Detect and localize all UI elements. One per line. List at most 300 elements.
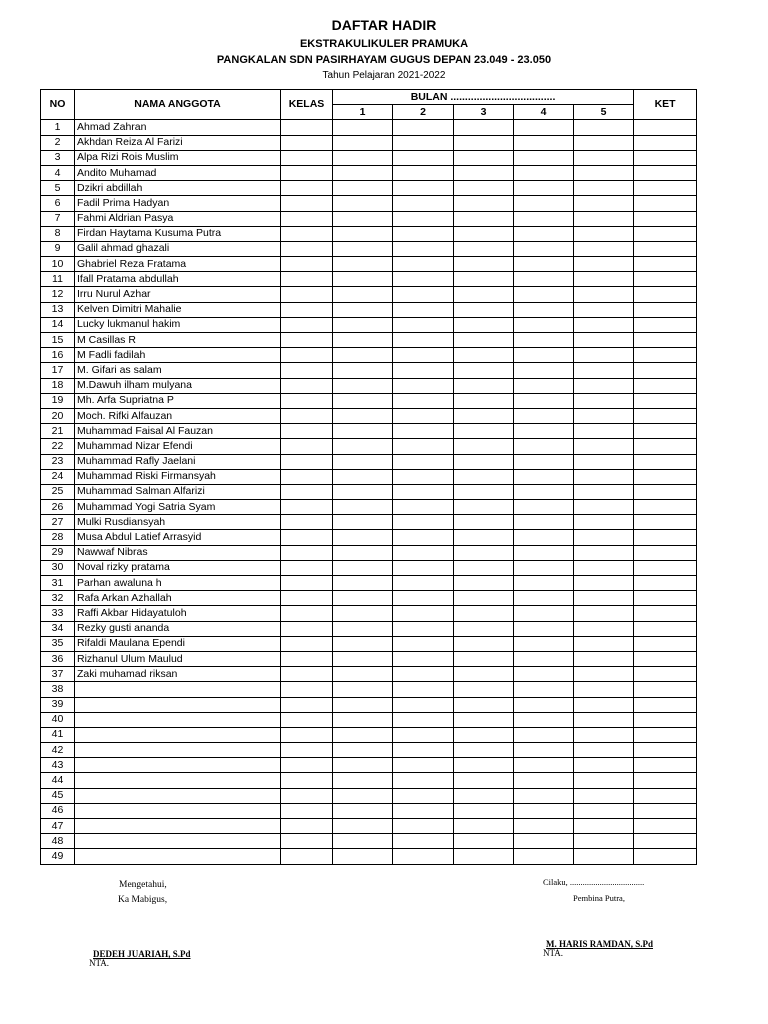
member-name: Akhdan Reiza Al Farizi (75, 135, 281, 150)
week-cell (514, 743, 574, 758)
week-cell (454, 439, 514, 454)
week-cell (393, 621, 454, 636)
week-cell (333, 226, 393, 241)
week-cell (574, 651, 634, 666)
week-cell (454, 819, 514, 834)
member-name (75, 743, 281, 758)
kelas-cell (281, 363, 333, 378)
row-number: 11 (41, 272, 75, 287)
row-number: 18 (41, 378, 75, 393)
week-cell (454, 378, 514, 393)
table-row (41, 181, 697, 196)
week-cell (333, 120, 393, 135)
week-cell (574, 424, 634, 439)
week-cell (574, 439, 634, 454)
member-name: Fahmi Aldrian Pasya (75, 211, 281, 226)
sign-right-name: M. HARIS RAMDAN, S.Pd (546, 939, 654, 949)
member-name (75, 758, 281, 773)
row-number: 33 (41, 606, 75, 621)
week-cell (333, 697, 393, 712)
row-number: 6 (41, 196, 75, 211)
week-cell (514, 545, 574, 560)
week-cell (393, 211, 454, 226)
member-name: Muhammad Yogi Satria Syam (75, 500, 281, 515)
week-cell (454, 773, 514, 788)
row-number: 44 (41, 773, 75, 788)
week-cell (393, 560, 454, 575)
ket-cell (634, 515, 697, 530)
member-name (75, 788, 281, 803)
week-cell (514, 241, 574, 256)
ket-cell (634, 150, 697, 165)
header-week: 3 (454, 105, 514, 120)
week-cell (333, 287, 393, 302)
week-cell (514, 317, 574, 332)
row-number: 38 (41, 682, 75, 697)
kelas-cell (281, 560, 333, 575)
row-number: 9 (41, 241, 75, 256)
kelas-cell (281, 758, 333, 773)
row-number: 41 (41, 727, 75, 742)
week-cell (454, 408, 514, 423)
week-cell (333, 560, 393, 575)
kelas-cell (281, 408, 333, 423)
week-cell (514, 591, 574, 606)
week-cell (454, 226, 514, 241)
member-name: Fadil Prima Hadyan (75, 196, 281, 211)
ket-cell (634, 530, 697, 545)
ket-cell (634, 317, 697, 332)
member-name: Ifall Pratama abdullah (75, 272, 281, 287)
week-cell (454, 317, 514, 332)
week-cell (393, 849, 454, 864)
kelas-cell (281, 849, 333, 864)
row-number: 45 (41, 788, 75, 803)
week-cell (514, 651, 574, 666)
row-number: 46 (41, 803, 75, 818)
week-cell (333, 727, 393, 742)
week-cell (454, 849, 514, 864)
kelas-cell (281, 333, 333, 348)
week-cell (333, 773, 393, 788)
week-cell (393, 165, 454, 180)
ket-cell (634, 454, 697, 469)
week-cell (393, 454, 454, 469)
table-row (41, 348, 697, 363)
week-cell (333, 424, 393, 439)
header-no: NO (41, 90, 75, 120)
table-row (41, 697, 697, 712)
week-cell (514, 302, 574, 317)
ket-cell (634, 257, 697, 272)
week-cell (454, 181, 514, 196)
week-cell (393, 363, 454, 378)
kelas-cell (281, 636, 333, 651)
kelas-cell (281, 165, 333, 180)
week-cell (393, 773, 454, 788)
week-cell (574, 530, 634, 545)
row-number: 20 (41, 408, 75, 423)
ket-cell (634, 591, 697, 606)
row-number: 32 (41, 591, 75, 606)
member-name: Irru Nurul Azhar (75, 287, 281, 302)
academic-year: Tahun Pelajaran 2021-2022 (322, 70, 446, 81)
week-cell (454, 606, 514, 621)
week-cell (514, 165, 574, 180)
week-cell (333, 743, 393, 758)
table-row (41, 636, 697, 651)
week-cell (393, 424, 454, 439)
member-name: Musa Abdul Latief Arrasyid (75, 530, 281, 545)
member-name: Parhan awaluna h (75, 576, 281, 591)
kelas-cell (281, 834, 333, 849)
row-number: 24 (41, 469, 75, 484)
member-name: Lucky lukmanul hakim (75, 317, 281, 332)
row-number: 49 (41, 849, 75, 864)
week-cell (393, 257, 454, 272)
week-cell (574, 378, 634, 393)
week-cell (574, 560, 634, 575)
sign-left-nta: NTA. (89, 958, 110, 968)
week-cell (454, 211, 514, 226)
week-cell (574, 302, 634, 317)
ket-cell (634, 727, 697, 742)
member-name: M Fadli fadilah (75, 348, 281, 363)
table-row (41, 241, 697, 256)
week-cell (333, 135, 393, 150)
week-cell (454, 651, 514, 666)
table-row (41, 788, 697, 803)
week-cell (574, 484, 634, 499)
sign-right-place: Cilaku, ................................... (543, 877, 645, 887)
kelas-cell (281, 469, 333, 484)
week-cell (514, 515, 574, 530)
week-cell (574, 211, 634, 226)
table-row (41, 651, 697, 666)
week-cell (454, 682, 514, 697)
week-cell (393, 150, 454, 165)
week-cell (393, 651, 454, 666)
member-name: Dzikri abdillah (75, 181, 281, 196)
header-week: 4 (514, 105, 574, 120)
week-cell (393, 135, 454, 150)
week-cell (333, 348, 393, 363)
table-row (41, 272, 697, 287)
member-name: Andito Muhamad (75, 165, 281, 180)
week-cell (574, 576, 634, 591)
week-cell (574, 241, 634, 256)
week-cell (393, 834, 454, 849)
table-row (41, 257, 697, 272)
table-row (41, 120, 697, 135)
week-cell (574, 697, 634, 712)
ket-cell (634, 560, 697, 575)
week-cell (514, 697, 574, 712)
table-row (41, 408, 697, 423)
ket-cell (634, 606, 697, 621)
row-number: 26 (41, 500, 75, 515)
week-cell (574, 469, 634, 484)
week-cell (333, 393, 393, 408)
week-cell (454, 743, 514, 758)
row-number: 30 (41, 560, 75, 575)
kelas-cell (281, 500, 333, 515)
table-row (41, 758, 697, 773)
member-name: Muhammad Rafly Jaelani (75, 454, 281, 469)
week-cell (333, 469, 393, 484)
table-row (41, 803, 697, 818)
week-cell (333, 454, 393, 469)
member-name: Rezky gusti ananda (75, 621, 281, 636)
ket-cell (634, 545, 697, 560)
ket-cell (634, 651, 697, 666)
row-number: 28 (41, 530, 75, 545)
table-row (41, 591, 697, 606)
row-number: 27 (41, 515, 75, 530)
week-cell (574, 317, 634, 332)
week-cell (454, 530, 514, 545)
table-row (41, 834, 697, 849)
member-name: Zaki muhamad riksan (75, 667, 281, 682)
ket-cell (634, 378, 697, 393)
week-cell (393, 515, 454, 530)
week-cell (393, 788, 454, 803)
week-cell (333, 545, 393, 560)
week-cell (393, 469, 454, 484)
kelas-cell (281, 454, 333, 469)
attendance-table (40, 89, 697, 865)
week-cell (454, 348, 514, 363)
week-cell (393, 545, 454, 560)
sign-left-name: DEDEH JUARIAH, S.Pd (93, 949, 191, 959)
member-name: M. Gifari as salam (75, 363, 281, 378)
header-week: 1 (333, 105, 393, 120)
week-cell (514, 500, 574, 515)
kelas-cell (281, 378, 333, 393)
ket-cell (634, 424, 697, 439)
week-cell (574, 727, 634, 742)
ket-cell (634, 393, 697, 408)
week-cell (333, 196, 393, 211)
kelas-cell (281, 788, 333, 803)
week-cell (393, 196, 454, 211)
kelas-cell (281, 591, 333, 606)
week-cell (333, 849, 393, 864)
week-cell (454, 515, 514, 530)
ket-cell (634, 834, 697, 849)
kelas-cell (281, 576, 333, 591)
member-name: Rifaldi Maulana Ependi (75, 636, 281, 651)
week-cell (393, 758, 454, 773)
week-cell (574, 788, 634, 803)
week-cell (393, 333, 454, 348)
ket-cell (634, 181, 697, 196)
member-name (75, 682, 281, 697)
ket-cell (634, 272, 697, 287)
member-name: Rafa Arkan Azhallah (75, 591, 281, 606)
week-cell (514, 636, 574, 651)
week-cell (454, 560, 514, 575)
week-cell (333, 667, 393, 682)
week-cell (574, 819, 634, 834)
table-row (41, 773, 697, 788)
table-body (41, 120, 697, 864)
ket-cell (634, 803, 697, 818)
table-row (41, 393, 697, 408)
week-cell (574, 849, 634, 864)
member-name: M Casillas R (75, 333, 281, 348)
ket-cell (634, 363, 697, 378)
week-cell (333, 758, 393, 773)
member-name: Alpa Rizi Rois Muslim (75, 150, 281, 165)
member-name: Nawwaf Nibras (75, 545, 281, 560)
kelas-cell (281, 317, 333, 332)
week-cell (514, 135, 574, 150)
week-cell (393, 712, 454, 727)
kelas-cell (281, 727, 333, 742)
week-cell (574, 272, 634, 287)
ket-cell (634, 120, 697, 135)
week-cell (514, 576, 574, 591)
week-cell (393, 500, 454, 515)
ket-cell (634, 241, 697, 256)
member-name: Muhammad Salman Alfarizi (75, 484, 281, 499)
row-number: 8 (41, 226, 75, 241)
week-cell (393, 697, 454, 712)
week-cell (574, 135, 634, 150)
week-cell (454, 621, 514, 636)
row-number: 37 (41, 667, 75, 682)
week-cell (333, 606, 393, 621)
week-cell (574, 348, 634, 363)
table-row (41, 333, 697, 348)
week-cell (333, 439, 393, 454)
member-name: Rizhanul Ulum Maulud (75, 651, 281, 666)
row-number: 4 (41, 165, 75, 180)
table-row (41, 165, 697, 180)
week-cell (333, 500, 393, 515)
table-row (41, 727, 697, 742)
week-cell (514, 333, 574, 348)
week-cell (514, 712, 574, 727)
week-cell (333, 591, 393, 606)
week-cell (333, 363, 393, 378)
header-bulan: BULAN .................................... (333, 90, 634, 105)
week-cell (514, 196, 574, 211)
sign-right-nta: NTA. (543, 948, 564, 958)
member-name (75, 697, 281, 712)
week-cell (514, 454, 574, 469)
row-number: 15 (41, 333, 75, 348)
member-name (75, 849, 281, 864)
week-cell (514, 530, 574, 545)
week-cell (333, 834, 393, 849)
header-kelas: KELAS (281, 90, 333, 120)
week-cell (333, 333, 393, 348)
week-cell (454, 241, 514, 256)
week-cell (574, 712, 634, 727)
week-cell (333, 636, 393, 651)
week-cell (574, 803, 634, 818)
week-cell (454, 712, 514, 727)
week-cell (333, 712, 393, 727)
week-cell (454, 135, 514, 150)
member-name: Mh. Arfa Supriatna P (75, 393, 281, 408)
ket-cell (634, 819, 697, 834)
table-row (41, 500, 697, 515)
row-number: 7 (41, 211, 75, 226)
member-name: Muhammad Nizar Efendi (75, 439, 281, 454)
member-name: Raffi Akbar Hidayatuloh (75, 606, 281, 621)
table-row (41, 469, 697, 484)
row-number: 39 (41, 697, 75, 712)
week-cell (393, 181, 454, 196)
week-cell (514, 727, 574, 742)
table-row (41, 530, 697, 545)
week-cell (393, 348, 454, 363)
table-row (41, 135, 697, 150)
header-week: 5 (574, 105, 634, 120)
week-cell (574, 181, 634, 196)
week-cell (393, 819, 454, 834)
table-row (41, 454, 697, 469)
ket-cell (634, 788, 697, 803)
week-cell (514, 560, 574, 575)
week-cell (514, 773, 574, 788)
week-cell (514, 758, 574, 773)
week-cell (333, 181, 393, 196)
ket-cell (634, 773, 697, 788)
week-cell (574, 333, 634, 348)
ket-cell (634, 849, 697, 864)
table-row (41, 545, 697, 560)
kelas-cell (281, 241, 333, 256)
document-title: DAFTAR HADIR (331, 17, 437, 33)
week-cell (574, 636, 634, 651)
row-number: 3 (41, 150, 75, 165)
week-cell (333, 530, 393, 545)
week-cell (333, 682, 393, 697)
week-cell (454, 727, 514, 742)
week-cell (454, 150, 514, 165)
week-cell (574, 515, 634, 530)
week-cell (454, 393, 514, 408)
row-number: 19 (41, 393, 75, 408)
ket-cell (634, 682, 697, 697)
week-cell (574, 606, 634, 621)
table-row (41, 712, 697, 727)
ket-cell (634, 408, 697, 423)
week-cell (574, 758, 634, 773)
week-cell (514, 272, 574, 287)
row-number: 10 (41, 257, 75, 272)
row-number: 13 (41, 302, 75, 317)
ket-cell (634, 576, 697, 591)
week-cell (393, 317, 454, 332)
member-name: Ahmad Zahran (75, 120, 281, 135)
kelas-cell (281, 651, 333, 666)
week-cell (454, 272, 514, 287)
ket-cell (634, 135, 697, 150)
member-name (75, 727, 281, 742)
member-name: Kelven Dimitri Mahalie (75, 302, 281, 317)
week-cell (393, 636, 454, 651)
week-cell (574, 120, 634, 135)
table-row (41, 621, 697, 636)
kelas-cell (281, 226, 333, 241)
week-cell (454, 333, 514, 348)
week-cell (333, 651, 393, 666)
